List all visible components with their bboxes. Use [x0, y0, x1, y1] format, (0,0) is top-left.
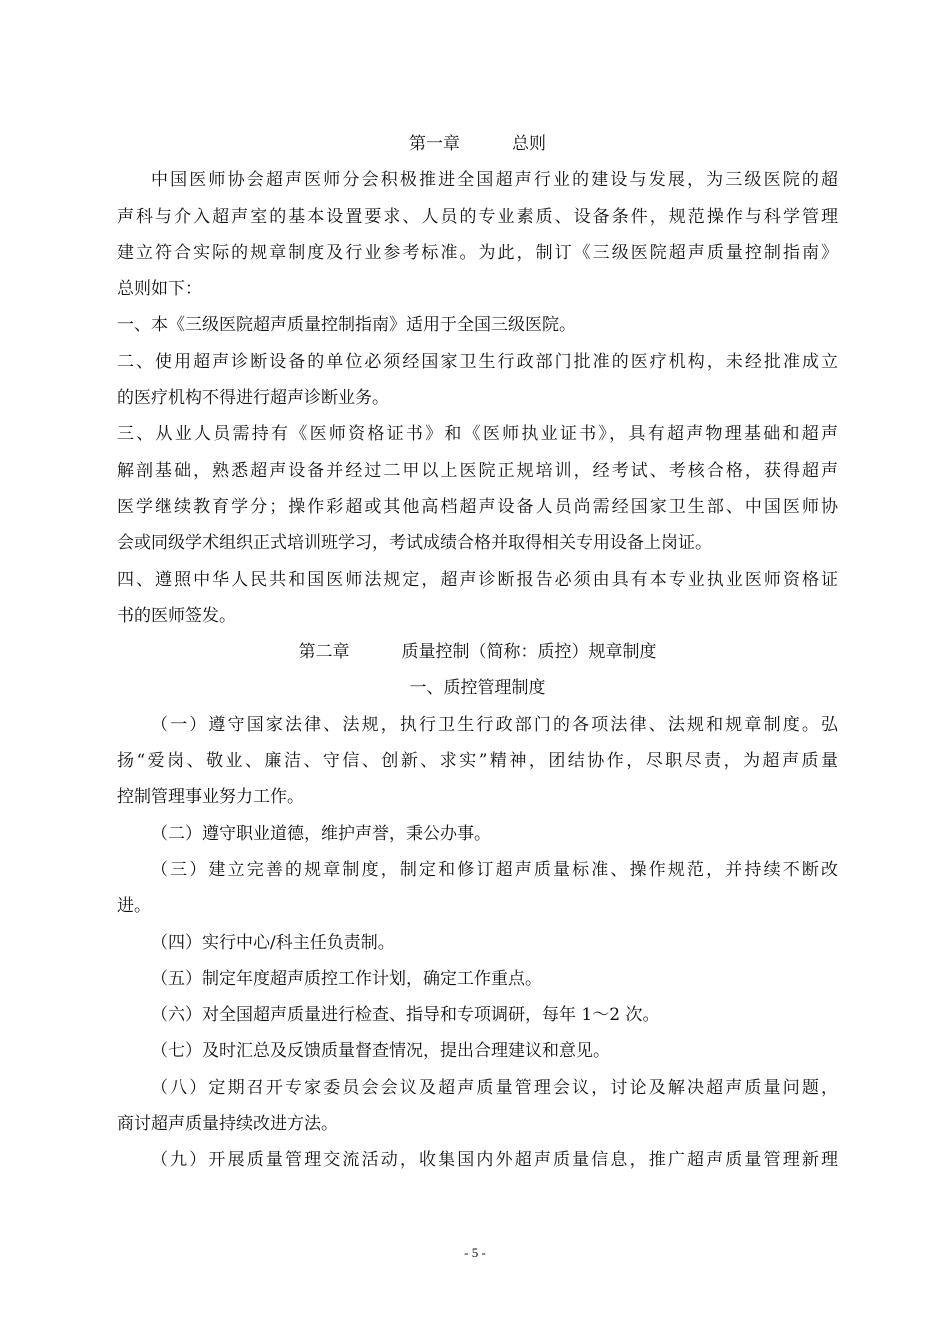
rule-item-7: （七）及时汇总及反馈质量督查情况，提出合理建议和意见。 [151, 1041, 610, 1062]
chapter-2-heading [117, 634, 838, 670]
chapter-1-item-4: 四、遵照中华人民共和国医师法规定，超声诊断报告必须由具有本专业执业医师资格证 [117, 569, 838, 590]
intro-line: 声科与介入超声室的基本设置要求、人员的专业素质、设备条件，规范操作与科学管理 [117, 206, 838, 227]
rule-item-5: （五）制定年度超声质控工作计划，确定工作重点。 [151, 968, 542, 989]
chapter-1-item-2-cont: 的医疗机构不得进行超声诊断业务。 [117, 388, 389, 409]
chapter-1-item-2: 二、使用超声诊断设备的单位必须经国家卫生行政部门批准的医疗机构，未经批准成立 [117, 351, 838, 372]
chapter-1-number: 第一章 [409, 134, 460, 154]
chapter-1-item-3-cont: 会或同级学术组织正式培训班学习，考试成绩合格并取得相关专用设备上岗证。 [117, 533, 712, 554]
rule-item-8: （八）定期召开专家委员会会议及超声质量管理会议，讨论及解决超声质量问题， [151, 1077, 838, 1098]
chapter-1-heading [117, 126, 838, 162]
chapter-1-title: 总则 [512, 134, 546, 154]
rule-item-6: （六）对全国超声质量进行检查、指导和专项调研，每年 1～2 次。 [151, 1005, 660, 1026]
chapter-2-number: 第二章 [298, 642, 350, 663]
chapter-1-item-4-cont: 书的医师签发。 [117, 605, 236, 626]
intro-line: 建立符合实际的规章制度及行业参考标准。为此，制订《三级医院超声质量控制指南》 [117, 242, 838, 263]
rule-item-1: （一）遵守国家法律、法规，执行卫生行政部门的各项法律、法规和规章制度。弘 [151, 714, 838, 735]
intro-line: 中国医师协会超声医师分会积极推进全国超声行业的建设与发展，为三级医院的超 [151, 170, 838, 191]
rule-item-1-cont: 控制管理事业努力工作。 [117, 787, 304, 808]
rule-item-8-cont: 商讨超声质量持续改进方法。 [117, 1114, 338, 1135]
chapter-1-item-3-cont: 医学继续教育学分；操作彩超或其他高档超声设备人员尚需经国家卫生部、中国医师协 [117, 496, 838, 517]
chapter-1-item-3-cont: 解剖基础，熟悉超声设备并经过二甲以上医院正规培训，经考试、考核合格，获得超声 [117, 460, 838, 481]
rule-item-9: （九）开展质量管理交流活动，收集国内外超声质量信息，推广超声质量管理新理 [151, 1150, 838, 1171]
intro-line: 总则如下： [117, 279, 202, 300]
chapter-1-item-3: 三、从业人员需持有《医师资格证书》和《医师执业证书》，具有超声物理基础和超声 [117, 424, 838, 445]
rule-item-4: （四）实行中心/科主任负责制。 [151, 932, 395, 953]
rule-item-3: （三）建立完善的规章制度，制定和修订超声质量标准、操作规范，并持续不断改 [151, 859, 838, 880]
page-number: - 5 - [464, 1245, 486, 1260]
chapter-2-title: 质量控制（简称：质控）规章制度 [401, 642, 657, 663]
rule-item-2: （二）遵守职业道德，维护声誉，秉公办事。 [151, 823, 491, 844]
section-heading: 一、质控管理制度 [409, 678, 546, 699]
rule-item-3-cont: 进。 [117, 896, 151, 917]
document-page [117, 126, 838, 1179]
rule-item-1-cont: 扬“爱岗、敬业、廉洁、守信、创新、求实”精神，团结协作，尽职尽责，为超声质量 [117, 751, 838, 772]
chapter-1-item-1: 一、本《三级医院超声质量控制指南》适用于全国三级医院。 [117, 315, 576, 336]
